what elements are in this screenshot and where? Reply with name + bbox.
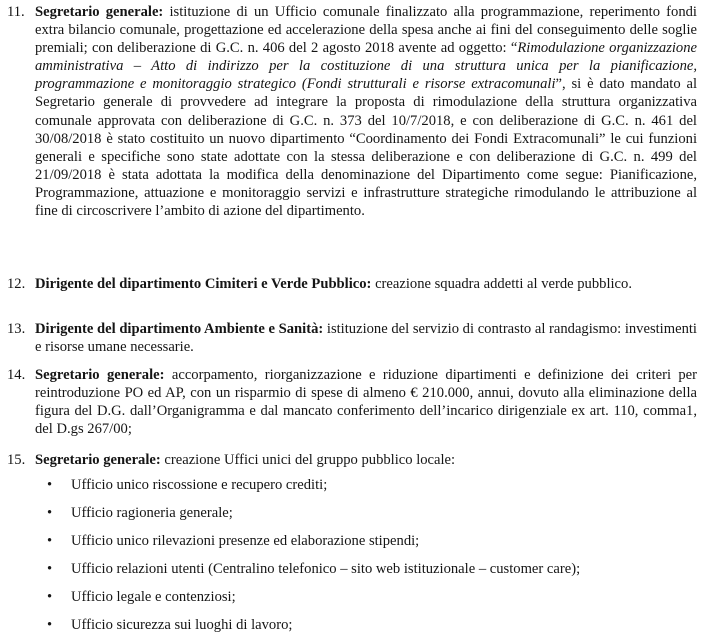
- list-item-14: [0, 366, 697, 438]
- item-heading: Segretario generale:: [35, 452, 161, 468]
- bullet-item: • Ufficio unico riscossione e recupero crediti;: [47, 477, 328, 493]
- list-item-11: [0, 3, 697, 220]
- bullet-icon: •: [47, 617, 53, 633]
- item-heading: Segretario generale:: [35, 4, 164, 20]
- bullet-item: • Ufficio relazioni utenti (Centralino telefonico – sito web istituzionale – customer care);: [47, 561, 581, 577]
- bullet-icon: •: [47, 533, 53, 549]
- item-number: 15.: [7, 452, 26, 468]
- item-number: 11.: [7, 4, 25, 20]
- item-body: Segretario generale: creazione Uffici unici del gruppo pubblico locale:: [35, 452, 456, 468]
- bullet-icon: •: [47, 505, 53, 521]
- bullet-icon: •: [47, 477, 53, 493]
- bullet-item: • Ufficio ragioneria generale;: [47, 505, 233, 521]
- item-body: Segretario generale: istituzione di un Ufficio comunale finalizzato alla programmazione, reperimento fondi extra bilancio comunale, progettazione ed accelerazione della spesa anche ai fini del conseguimento delle soglie premiali; con deliberazione di G.C. n. 406 del 2 agosto 2018 avente ad oggetto: “Rimodulazione organizzazione amministrativa – Atto di indirizzo per la costituzione di una struttura unica per la pianificazione, programmazione e monitoraggio strategico (Fondi strutturali e risorse extracomunali”, si è dato mandato al Segretario generale di provvedere ad integrare la proposta di rimodulazione della struttura organizzativa comunale approvata con deliberazione di G.C. n. 373 del 10/7/2018, e con deliberazione di G.C. n. 461 del 30/08/2018 è stato costituito un nuovo dipartimento “Coordinamento dei Fondi Extracomunali” le cui funzioni generali e specifiche sono state adottate con la stessa deliberazione e con deliberazione di G.C. n. 499 del 21/09/2018 è stata adottata la modifica della denominazione del Dipartimento come segue: Pianificazione, Programmazione, attuazione e monitoraggio servizi e infrastrutture strategiche rimodulando le attribuzione al fine di circoscrivere l’ambito di azione del dipartimento.: [35, 4, 698, 220]
- bullet-icon: •: [47, 589, 53, 605]
- item-body: Dirigente del dipartimento Ambiente e Sanità: istituzione del servizio di contrasto al randagismo: investimenti e risorse umane necessarie.: [35, 321, 697, 356]
- bullet-item: • Ufficio sicurezza sui luoghi di lavoro;: [47, 617, 293, 633]
- bullet-item: • Ufficio unico rilevazioni presenze ed elaborazione stipendi;: [47, 533, 420, 549]
- item-number: 14.: [7, 367, 26, 383]
- list-item-12: [0, 275, 697, 293]
- list-item-13: [0, 320, 697, 356]
- item-heading: Dirigente del dipartimento Ambiente e Sanità:: [35, 321, 324, 337]
- item-body: Dirigente del dipartimento Cimiteri e Verde Pubblico: creazione squadra addetti al verde pubblico.: [35, 276, 632, 292]
- list-item-15: [0, 451, 697, 469]
- item-heading: Segretario generale:: [35, 367, 165, 383]
- bullet-icon: •: [47, 561, 53, 577]
- bullet-item: • Ufficio legale e contenziosi;: [47, 589, 236, 605]
- item-heading: Dirigente del dipartimento Cimiteri e Verde Pubblico:: [35, 276, 372, 292]
- item-body: Segretario generale: accorpamento, riorganizzazione e riduzione dipartimenti e definizione dei criteri per reintroduzione PO ed AP, con un risparmio di spese di almeno € 210.000, annui, dovuto alla eliminazione della figura del D.G. dall’Organigramma e dal mancato conferimento dell’incarico dirigenziale ex art. 110, comma1, del D.gs 267/00;: [35, 367, 698, 438]
- item-number: 12.: [7, 276, 26, 292]
- item-number: 13.: [7, 321, 26, 337]
- quoted-title: Rimodulazione organizzazione amministrativa – Atto di indirizzo per la costituzione di una struttura unica per la pianificazione, programmazione e monitoraggio strategico (Fondi strutturali e risorse extracomunali: [35, 40, 698, 93]
